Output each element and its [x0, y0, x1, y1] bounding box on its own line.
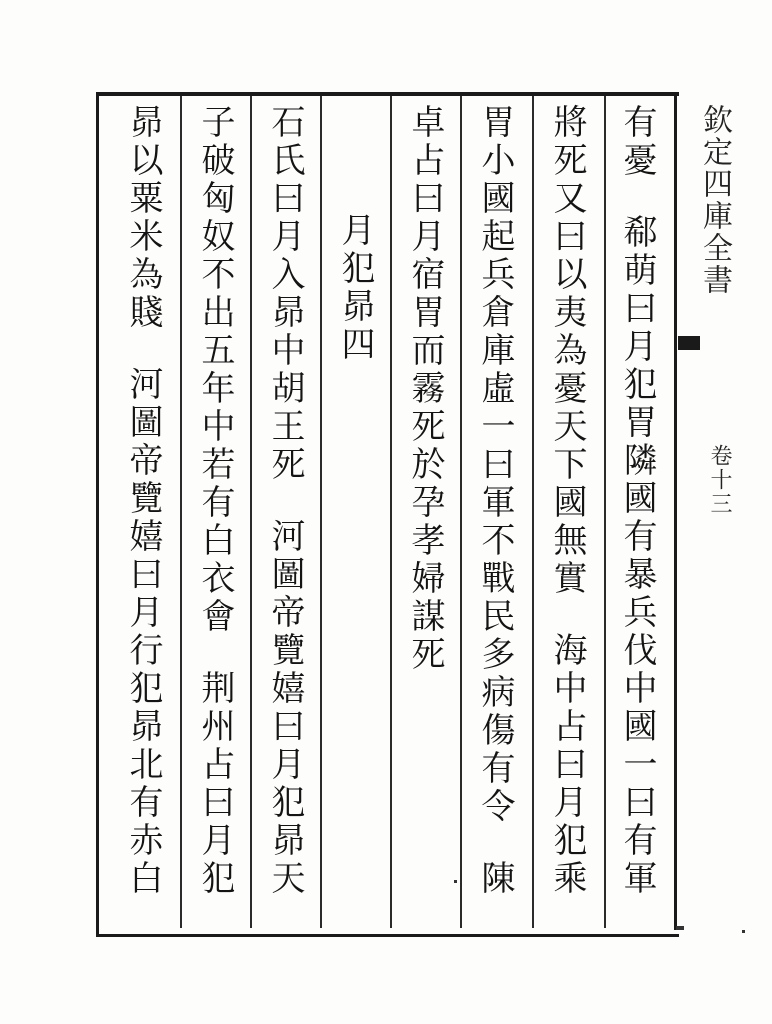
- column-rule: [320, 96, 322, 928]
- book-title: 欽定四庫全書: [697, 104, 732, 296]
- text-segment: 有憂: [617, 104, 657, 180]
- text-segment: 河圖帝覽嬉曰月犯昴天: [265, 518, 305, 898]
- scan-speck: [454, 880, 457, 883]
- scan-speck: [676, 926, 684, 930]
- text-column-4: [400, 104, 450, 674]
- text-segment: 荆州占曰月犯: [195, 670, 235, 898]
- text-segment: 胃小國起兵倉庫虛一曰軍不戰民多病傷有令: [475, 104, 515, 826]
- text-column-7: [190, 104, 240, 898]
- fish-tail-mark: [678, 336, 700, 350]
- section-heading: 月犯昴四: [335, 212, 375, 364]
- text-column-1: [612, 104, 662, 898]
- text-column-5: [330, 212, 380, 364]
- text-segment: 郗萌曰月犯胃隣國有暴兵伐中國一曰有軍: [617, 214, 657, 898]
- text-segment: 海中占曰月犯乘: [547, 632, 587, 898]
- text-segment: 卓占曰月宿胃而霧死於孕孝婦謀死: [405, 104, 445, 674]
- text-segment: 將死又曰以夷為憂天下國無實: [547, 104, 587, 598]
- text-segment: 河圖帝覽嬉曰月行犯昴北有赤白: [123, 366, 163, 898]
- text-column-6: [260, 104, 310, 898]
- text-column-8: [118, 104, 168, 898]
- text-column-3: [470, 104, 520, 898]
- text-segment: 子破匈奴不出五年中若有白衣會: [195, 104, 235, 636]
- column-rule: [460, 96, 462, 928]
- column-rule: [180, 96, 182, 928]
- frame-right-edge: [674, 92, 677, 930]
- text-segment: 石氏曰月入昴中胡王死: [265, 104, 305, 484]
- volume-label: 卷十三: [707, 444, 732, 516]
- text-segment: 昴以粟米為賤: [123, 104, 163, 332]
- column-rule: [532, 96, 534, 928]
- text-segment: 陳: [475, 860, 515, 898]
- column-rule: [390, 96, 392, 928]
- column-rule: [250, 96, 252, 928]
- column-rule: [604, 96, 606, 928]
- scan-speck: [742, 930, 745, 933]
- text-column-2: [542, 104, 592, 898]
